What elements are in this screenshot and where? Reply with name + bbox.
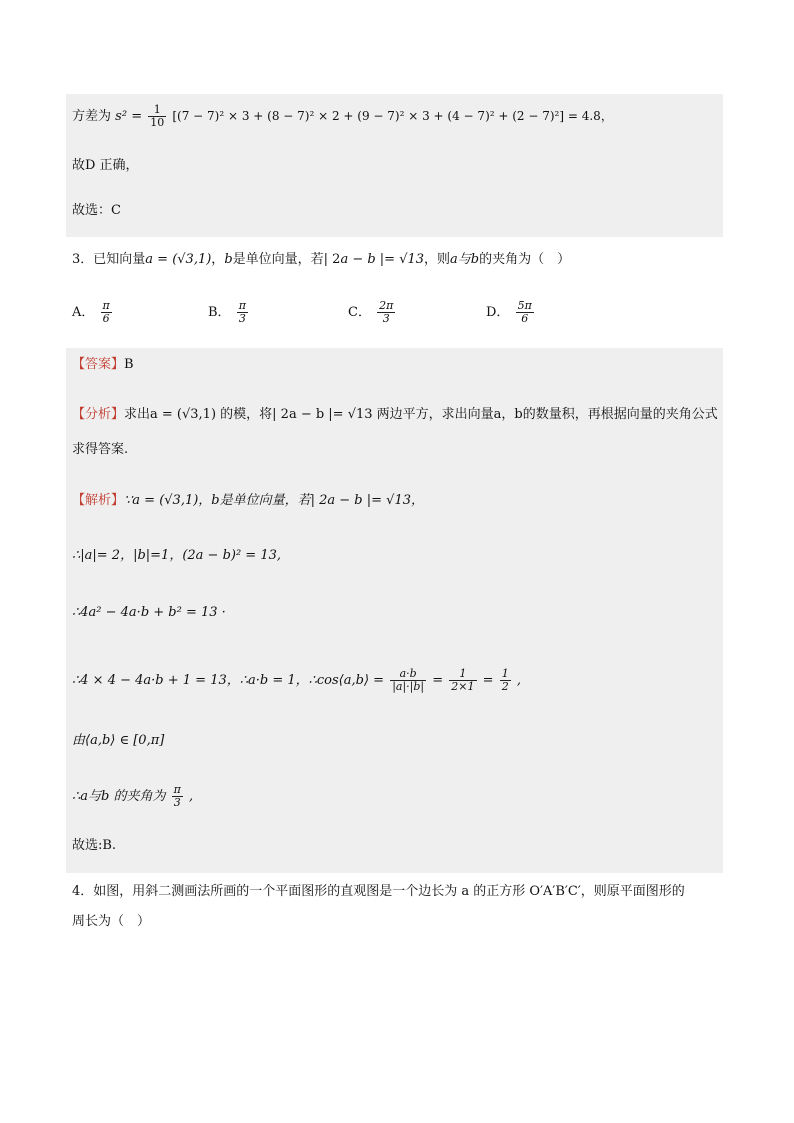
answer-value: B — [124, 357, 134, 372]
solution-tag: 【解析】 — [72, 493, 125, 508]
choice-c: 故选：C — [72, 203, 121, 218]
solution-line-3: ∴4a² − 4a·b + b² = 13 · — [72, 605, 226, 620]
analysis-line-1: 【分析】求出a = (√3,1) 的模，将| 2a − b |= √13 两边平方，求出向量a，b的数量积，再根据向量的夹角公式 — [72, 407, 718, 422]
solution-line-5: 由⟨a,b⟩ ∈ [0,π] — [72, 733, 165, 748]
solution-line-7: 故选:B. — [72, 838, 117, 853]
solution-line-2: ∴|a|= 2，|b|=1，(2a − b)² = 13, — [72, 548, 282, 563]
question-3-stem: 3．已知向量a = (√3,1)，b是单位向量，若| 2a − b |= √13，则a与b的夹角为（ ） — [72, 252, 571, 267]
variance-fraction: $\frac{1}{10}$ — [150, 103, 165, 129]
answer-tag: 【答案】 — [72, 357, 125, 372]
question-4-line-1: 4．如图，用斜二测画法所画的一个平面图形的直观图是一个边长为 a 的正方形 O′A′B′C′，则原平面图形的 — [72, 884, 685, 899]
option-b[interactable]: B． $\frac{\pi}{3}$ — [208, 299, 246, 325]
option-d[interactable]: D． $\frac{5\pi}{6}$ — [486, 299, 532, 325]
solution-line-4: ∴4 × 4 − 4a·b + 1 = 13，∴a·b = 1，∴cos⟨a,b⟩ = $\frac{a\cdot b}{|a|\cdot|b|}$ = $\frac{1}{2\times 1}$ = $\frac{1}{2}$ , — [72, 667, 521, 693]
answer-line — [72, 356, 134, 374]
option-a[interactable]: A． $\frac{\pi}{6}$ — [72, 299, 110, 325]
variance-line: 方差为 s² = $\frac{1}{10}$ [(7 − 7)² × 3 + (8 − 7)² × 2 + (9 − 7)² × 3 + (4 − 7)² + (2 − 7)²] = 4.8， — [72, 103, 613, 129]
variance-symbol: s² — [115, 109, 128, 124]
solution-line-6: ∴a与b 的夹角为 $\frac{\pi}{3}$ , — [72, 783, 194, 809]
variance-prefix: 方差为 — [72, 109, 112, 124]
conclusion-d: 故D 正确， — [72, 158, 139, 173]
question-4-line-2: 周长为（ ） — [72, 914, 151, 929]
analysis-line-2: 求得答案. — [72, 442, 129, 457]
variance-expression: [(7 − 7)² × 3 + (8 − 7)² × 2 + (9 − 7)² × 3 + (4 − 7)² + (2 − 7)²] = 4.8， — [172, 109, 613, 123]
solution-line-1: 【解析】∵a = (√3,1)，b是单位向量，若| 2a − b |= √13， — [72, 493, 424, 508]
option-c[interactable]: C． $\frac{2\pi}{3}$ — [348, 299, 394, 325]
analysis-tag: 【分析】 — [72, 407, 125, 422]
